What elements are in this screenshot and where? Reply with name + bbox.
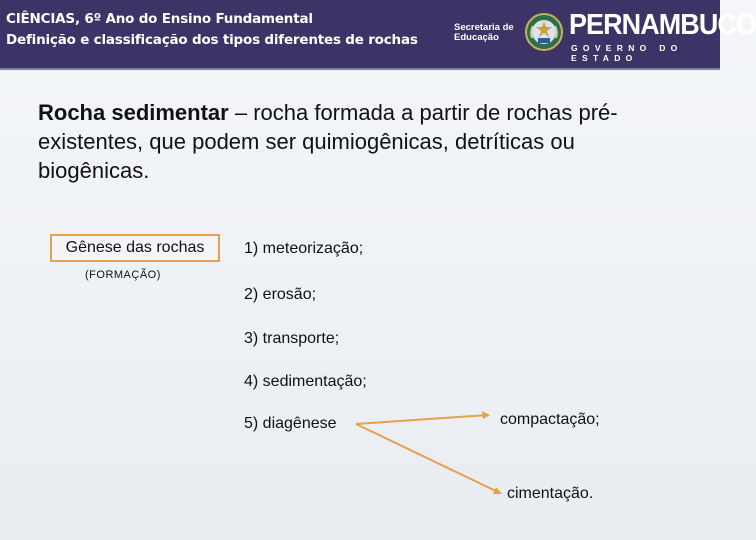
step-diagenese: 5) diagênese bbox=[244, 415, 337, 432]
definition-term: Rocha sedimentar bbox=[38, 100, 229, 125]
step-transporte: 3) transporte; bbox=[244, 330, 340, 347]
genese-box: Gênese das rochas bbox=[50, 234, 220, 262]
result-cimentacao: cimentação. bbox=[507, 485, 594, 502]
secretaria-line1: Secretaria de bbox=[454, 22, 514, 33]
state-coat-of-arms-icon bbox=[524, 12, 564, 52]
arrow-to-cimentacao bbox=[356, 424, 498, 492]
secretaria-line2: Educação bbox=[454, 32, 499, 43]
step-meteorizacao: 1) meteorização; bbox=[244, 240, 364, 257]
definition-text: – rocha formada a partir de rochas pré-existentes, que podem ser quimiogênicas, detríticas ou biogênicas. bbox=[38, 100, 618, 183]
brand-logo-text: PERNAMBUCO bbox=[569, 9, 756, 41]
definition-paragraph bbox=[38, 98, 688, 185]
arrowhead-compactacao bbox=[482, 411, 490, 419]
formacao-label: (FORMAÇÃO) bbox=[85, 269, 161, 281]
step-erosao: 2) erosão; bbox=[244, 286, 317, 303]
brand-subtitle: GOVERNO DO ESTADO bbox=[571, 43, 683, 63]
arrow-to-compactacao bbox=[356, 415, 488, 424]
course-title: CIÊNCIAS, 6º Ano do Ensino Fundamental bbox=[6, 11, 313, 27]
result-compactacao: compactação; bbox=[500, 411, 600, 428]
lesson-title: Definição e classificação dos tipos diferentes de rochas bbox=[6, 32, 418, 48]
arrowhead-cimentacao bbox=[493, 487, 502, 494]
header-bar bbox=[0, 0, 756, 70]
secretaria-label bbox=[454, 23, 518, 43]
step-sedimentacao: 4) sedimentação; bbox=[244, 373, 367, 390]
